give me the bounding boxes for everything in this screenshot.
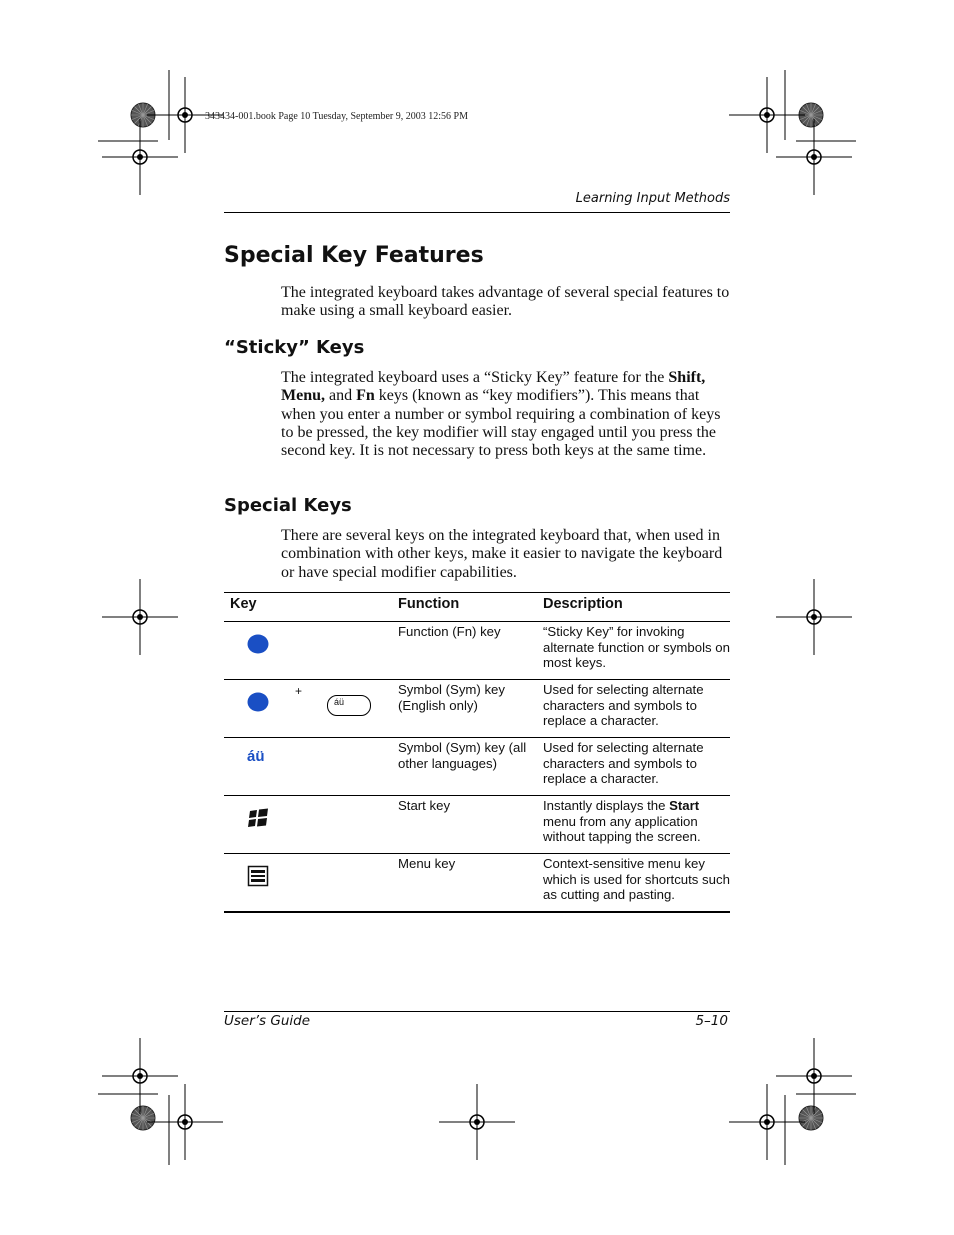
plus-sign: + bbox=[295, 684, 303, 698]
intro-paragraph: The integrated keyboard takes advantage of several special features to make using a small keyboard easier. bbox=[281, 284, 730, 320]
sticky-keys-heading: “Sticky” Keys bbox=[224, 337, 365, 358]
row-function: Function (Fn) key bbox=[398, 624, 501, 639]
print-slug: 343434-001.book Page 10 Tuesday, September 9, 2003 12:56 PM bbox=[205, 111, 468, 122]
header-key: Key bbox=[230, 596, 257, 612]
row-description: Used for selecting alternate characters and symbols to replace a character. bbox=[543, 682, 704, 729]
special-keys-table bbox=[224, 592, 730, 913]
special-keys-heading: Special Keys bbox=[224, 495, 352, 516]
page-footer bbox=[224, 1013, 730, 1029]
table-row bbox=[224, 854, 730, 913]
table-row bbox=[224, 796, 730, 854]
page-title: Special Key Features bbox=[224, 243, 484, 268]
row-function: Start key bbox=[398, 798, 451, 813]
row-description: Instantly displays the Start menu from any application without tapping the screen. bbox=[543, 798, 701, 845]
header-function: Function bbox=[398, 596, 460, 612]
row-description: “Sticky Key” for invoking alternate function or symbols on most keys. bbox=[543, 624, 730, 671]
special-keys-paragraph: There are several keys on the integrated keyboard that, when used in combination with other keys, make it easier to navigate the keyboard or have special modifier capabilities. bbox=[281, 527, 723, 581]
header-description: Description bbox=[543, 596, 623, 612]
row-function: Menu key bbox=[398, 856, 456, 871]
row-description: Used for selecting alternate characters and symbols to replace a character. bbox=[543, 740, 704, 787]
row-description: Context-sensitive menu key which is used for shortcuts such as cutting and pasting. bbox=[543, 856, 730, 903]
fn-key-blue-dot-icon bbox=[247, 691, 271, 713]
table-row bbox=[224, 738, 730, 796]
page-number: 5–10 bbox=[695, 1013, 728, 1029]
menu-key-icon bbox=[247, 865, 269, 887]
fn-key-blue-dot-icon bbox=[247, 633, 271, 655]
row-function: Symbol (Sym) key (English only) bbox=[398, 682, 505, 713]
header-rule bbox=[224, 212, 730, 213]
table-row bbox=[224, 622, 730, 680]
sym-key-pill-icon: áü bbox=[327, 695, 371, 716]
sticky-keys-paragraph: The integrated keyboard uses a “Sticky Key” feature for the Shift, Menu, and Fn keys (known as “key modifiers”). This means that when you enter a number or symbol requiring a combination of keys to be pressed, the key modifier will stay engaged until you press the second key. It is not necessary to press both keys at the same time. bbox=[281, 369, 721, 460]
row-function: Symbol (Sym) key (all other languages) bbox=[398, 740, 527, 771]
running-head: Learning Input Methods bbox=[575, 191, 730, 206]
sym-key-icon: áü bbox=[247, 748, 265, 765]
footer-rule bbox=[224, 1011, 730, 1012]
footer-title: User’s Guide bbox=[224, 1013, 311, 1029]
table-header bbox=[224, 592, 730, 622]
windows-start-icon bbox=[247, 808, 271, 828]
table-row bbox=[224, 680, 730, 738]
